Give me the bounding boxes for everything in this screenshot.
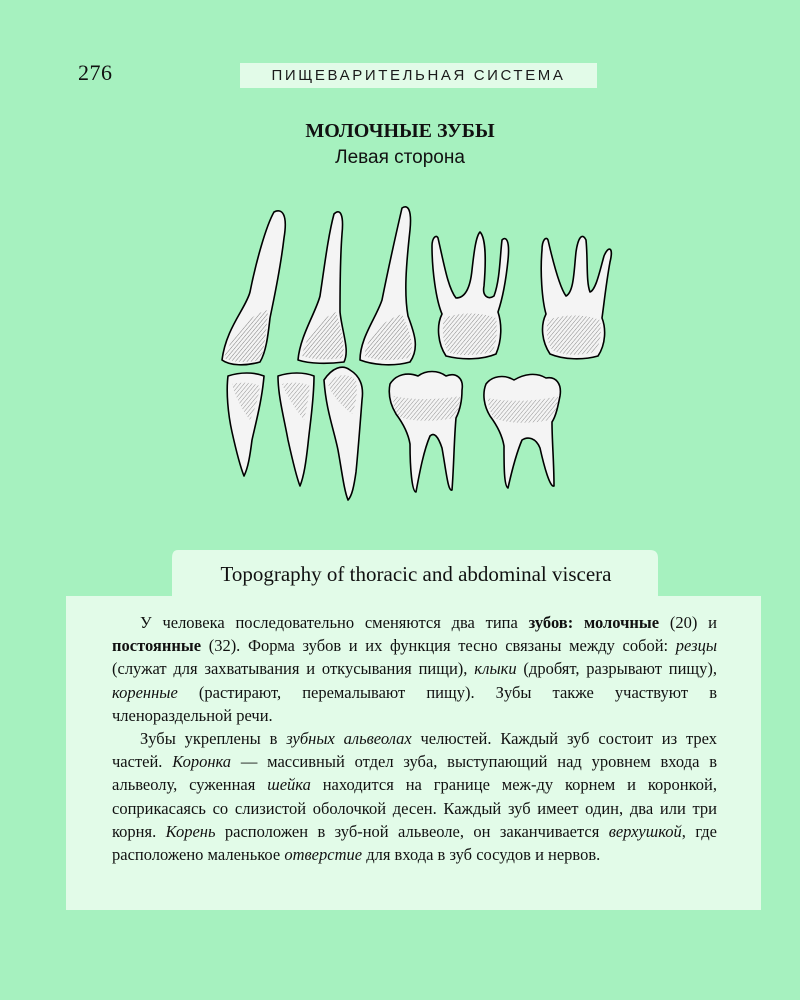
teeth-illustration (210, 200, 630, 510)
upper-lateral-incisor-tooth (298, 212, 346, 364)
body-text-panel (66, 596, 761, 910)
paragraph-2: Зубы укреплены в зубных альвеолах челюстей. Каждый зуб состоит из трех частей. Коронка — массивный отдел зуба, выступающий над уровнем входа в альвеолу, суженная шейка находится на границе меж-ду корнем и коронкой, соприкасаясь со слизистой оболочкой десен. Каждый зуб имеет один, два или три корня. Корень расположен в зуб-ной альвеоле, он заканчивается верхушкой, где расположено маленькое отверстие для входа в зуб сосудов и нервов. (112, 729, 717, 865)
figure-subtitle: Левая сторона (335, 147, 465, 168)
lower-second-molar-tooth (484, 374, 560, 488)
page-number: 276 (78, 60, 113, 85)
upper-central-incisor-tooth (222, 211, 285, 365)
lower-lateral-incisor-tooth (278, 373, 314, 486)
section-tab (172, 550, 660, 598)
lower-central-incisor-tooth (227, 373, 264, 476)
section-tab-label: Topography of thoracic and abdominal viscera (220, 562, 612, 586)
running-header: ПИЩЕВАРИТЕЛЬНАЯ СИСТЕМА (240, 63, 597, 88)
paragraph-1: У человека последовательно сменяются два типа зубов: молочные (20) и постоянные (32). Форма зубов и их функция тесно связаны между собой: резцы (служат для захватывания и откусывания пищи), клыки (дробят, разрывают пищу), коренные (растирают, перемалывают пищу). Зубы также участвуют в членораздельной речи. (112, 613, 718, 725)
lower-canine-tooth (324, 367, 363, 500)
lower-first-molar-tooth (389, 372, 462, 493)
upper-canine-tooth (360, 207, 415, 365)
figure-title: МОЛОЧНЫЕ ЗУБЫ (305, 120, 495, 142)
upper-first-molar-tooth (432, 232, 509, 359)
upper-second-molar-tooth (541, 236, 611, 358)
